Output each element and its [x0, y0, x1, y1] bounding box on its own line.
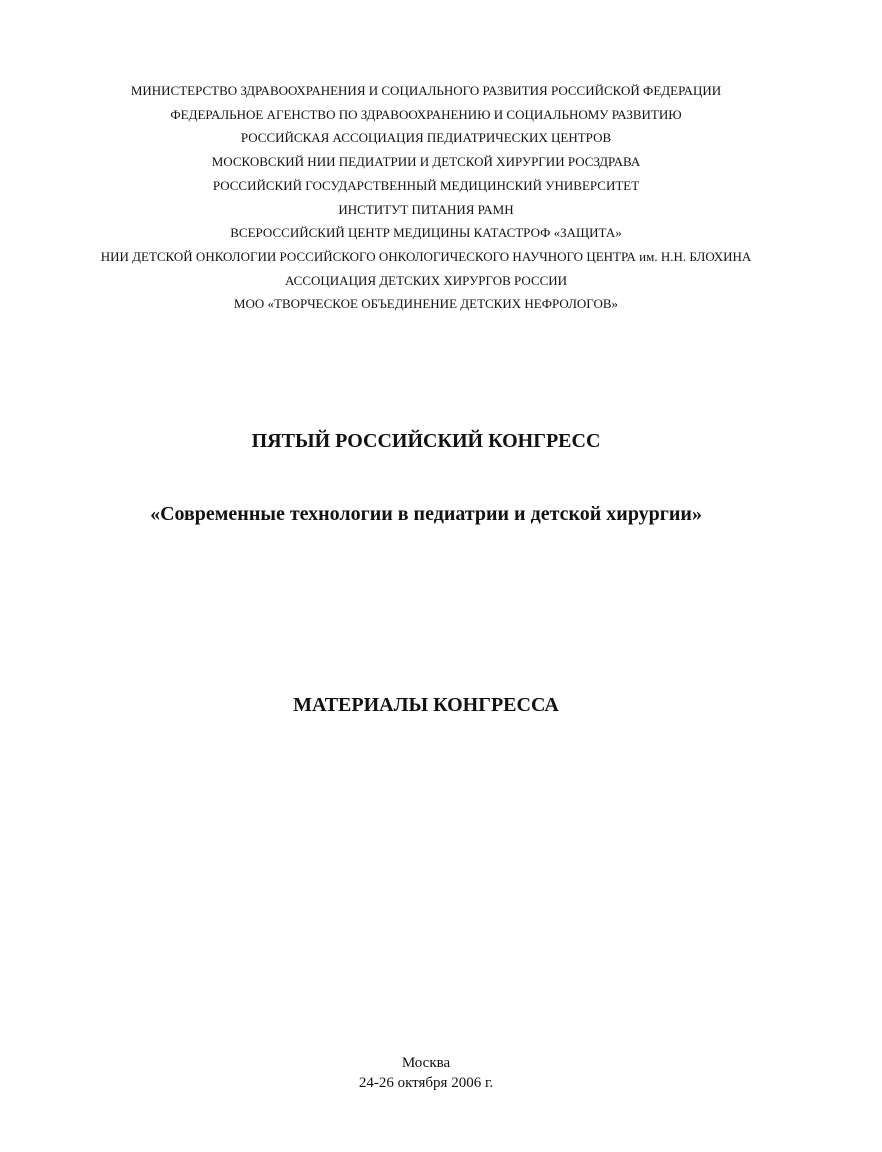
organizer-line: ВСЕРОССИЙСКИЙ ЦЕНТР МЕДИЦИНЫ КАТАСТРОФ «ЗАЩИТА» — [230, 225, 622, 241]
footer-dates: 24-26 октября 2006 г. — [358, 1075, 494, 1091]
footer-city: Москва — [401, 1055, 451, 1071]
congress-title: ПЯТЫЙ РОССИЙСКИЙ КОНГРЕСС — [251, 430, 601, 452]
organizer-line: ИНСТИТУТ ПИТАНИЯ РАМН — [338, 201, 514, 217]
organizer-line: РОССИЙСКАЯ АССОЦИАЦИЯ ПЕДИАТРИЧЕСКИХ ЦЕНТРОВ — [240, 130, 612, 146]
organizer-line: РОССИЙСКИЙ ГОСУДАРСТВЕННЫЙ МЕДИЦИНСКИЙ УНИВЕРСИТЕТ — [212, 177, 640, 193]
organizer-line: НИИ ДЕТСКОЙ ОНКОЛОГИИ РОССИЙСКОГО ОНКОЛОГИЧЕСКОГО НАУЧНОГО ЦЕНТРА им. Н.Н. БЛОХИНА — [100, 248, 752, 264]
publication-footer — [0, 1053, 852, 1093]
congress-subtitle: «Современные технологии в педиатрии и детской хирургии» — [150, 503, 702, 525]
organizers-list — [0, 79, 852, 316]
organizer-line: ФЕДЕРАЛЬНОЕ АГЕНСТВО ПО ЗДРАВООХРАНЕНИЮ И СОЦИАЛЬНОМУ РАЗВИТИЮ — [170, 106, 682, 122]
organizer-line: МОО «ТВОРЧЕСКОЕ ОБЪЕДИНЕНИЕ ДЕТСКИХ НЕФРОЛОГОВ» — [233, 296, 619, 312]
organizer-line: МОСКОВСКИЙ НИИ ПЕДИАТРИИ И ДЕТСКОЙ ХИРУРГИИ РОСЗДРАВА — [211, 154, 641, 170]
materials-title: МАТЕРИАЛЫ КОНГРЕССА — [293, 694, 559, 716]
organizer-line: АССОЦИАЦИЯ ДЕТСКИХ ХИРУРГОВ РОССИИ — [284, 272, 568, 288]
organizer-line: МИНИСТЕРСТВО ЗДРАВООХРАНЕНИЯ И СОЦИАЛЬНОГО РАЗВИТИЯ РОССИЙСКОЙ ФЕДЕРАЦИИ — [130, 83, 722, 98]
